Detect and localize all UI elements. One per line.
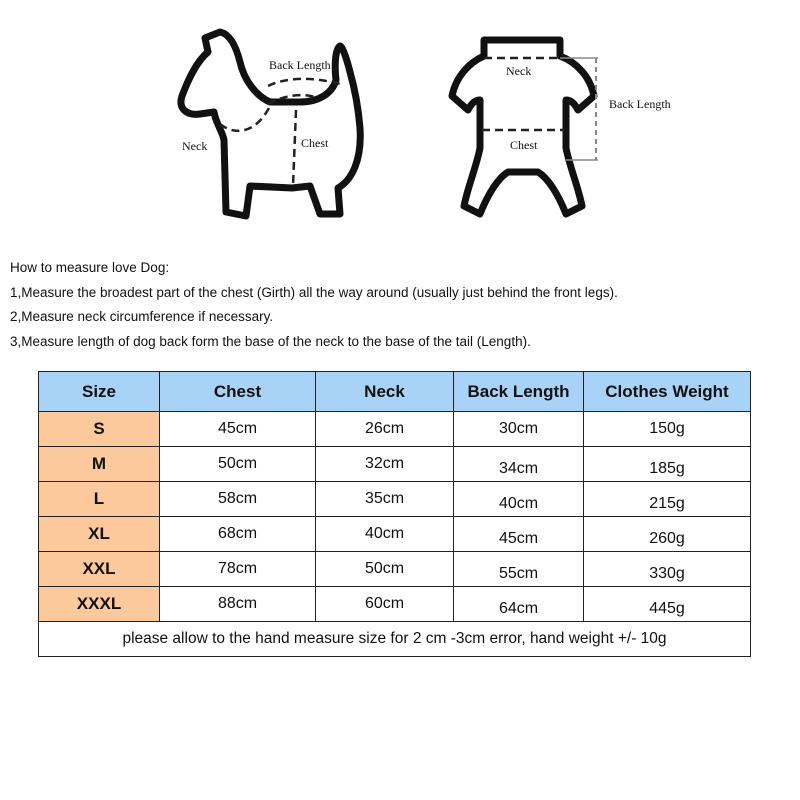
chest-cell: 88cm <box>160 587 316 622</box>
instruction-step: 1,Measure the broadest part of the chest (Girth) all the way around (usually just behind the front legs). <box>10 284 618 300</box>
neck-cell: 35cm <box>316 482 454 517</box>
instruction-step: 3,Measure length of dog back form the base of the neck to the base of the tail (Length). <box>10 333 531 349</box>
weight-cell: 260g <box>584 517 751 552</box>
garment-chest-label: Chest <box>510 138 538 152</box>
measurement-error-note: please allow to the hand measure size for 2 cm -3cm error, hand weight +/- 10g <box>39 622 751 657</box>
size-cell: XXL <box>39 552 160 587</box>
garment-neck-label: Neck <box>506 64 532 78</box>
chest-cell: 50cm <box>160 447 316 482</box>
back-length-cell: 64cm <box>454 587 584 622</box>
table-row <box>39 587 751 622</box>
chest-cell: 58cm <box>160 482 316 517</box>
column-header-back-length: Back Length <box>454 372 584 412</box>
table-row <box>39 447 751 482</box>
dog-neck-label: Neck <box>182 139 208 153</box>
instructions-heading: How to measure love Dog: <box>10 260 170 275</box>
column-header-size: Size <box>39 372 160 412</box>
neck-cell: 40cm <box>316 517 454 552</box>
dog-back-length-label: Back Length <box>269 58 331 72</box>
instruction-step: 2,Measure neck circumference if necessary. <box>10 309 274 324</box>
column-header-chest: Chest <box>160 372 316 412</box>
table-row <box>39 517 751 552</box>
back-length-cell: 40cm <box>454 482 584 517</box>
measurement-diagram <box>0 0 800 240</box>
chest-cell: 45cm <box>160 412 316 447</box>
weight-cell: 185g <box>584 447 751 482</box>
size-cell: M <box>39 447 160 482</box>
neck-cell: 32cm <box>316 447 454 482</box>
neck-cell: 26cm <box>316 412 454 447</box>
chest-cell: 68cm <box>160 517 316 552</box>
garment-back-length-label: Back Length <box>609 97 671 111</box>
column-header-neck: Neck <box>316 372 454 412</box>
column-header-clothes-weight: Clothes Weight <box>584 372 751 412</box>
back-length-cell: 45cm <box>454 517 584 552</box>
size-cell: XXXL <box>39 587 160 622</box>
chest-cell: 78cm <box>160 552 316 587</box>
weight-cell: 330g <box>584 552 751 587</box>
table-row <box>39 482 751 517</box>
weight-cell: 215g <box>584 482 751 517</box>
back-length-cell: 34cm <box>454 447 584 482</box>
size-cell: XL <box>39 517 160 552</box>
back-length-cell: 30cm <box>454 412 584 447</box>
neck-cell: 60cm <box>316 587 454 622</box>
size-cell: S <box>39 412 160 447</box>
weight-cell: 445g <box>584 587 751 622</box>
size-chart-table <box>38 371 751 657</box>
dog-chest-label: Chest <box>301 136 329 150</box>
table-header-row <box>39 372 751 412</box>
neck-cell: 50cm <box>316 552 454 587</box>
back-length-cell: 55cm <box>454 552 584 587</box>
size-cell: L <box>39 482 160 517</box>
table-row <box>39 552 751 587</box>
measurement-instructions <box>10 256 618 354</box>
weight-cell: 150g <box>584 412 751 447</box>
table-row <box>39 412 751 447</box>
table-note-row <box>39 622 751 657</box>
